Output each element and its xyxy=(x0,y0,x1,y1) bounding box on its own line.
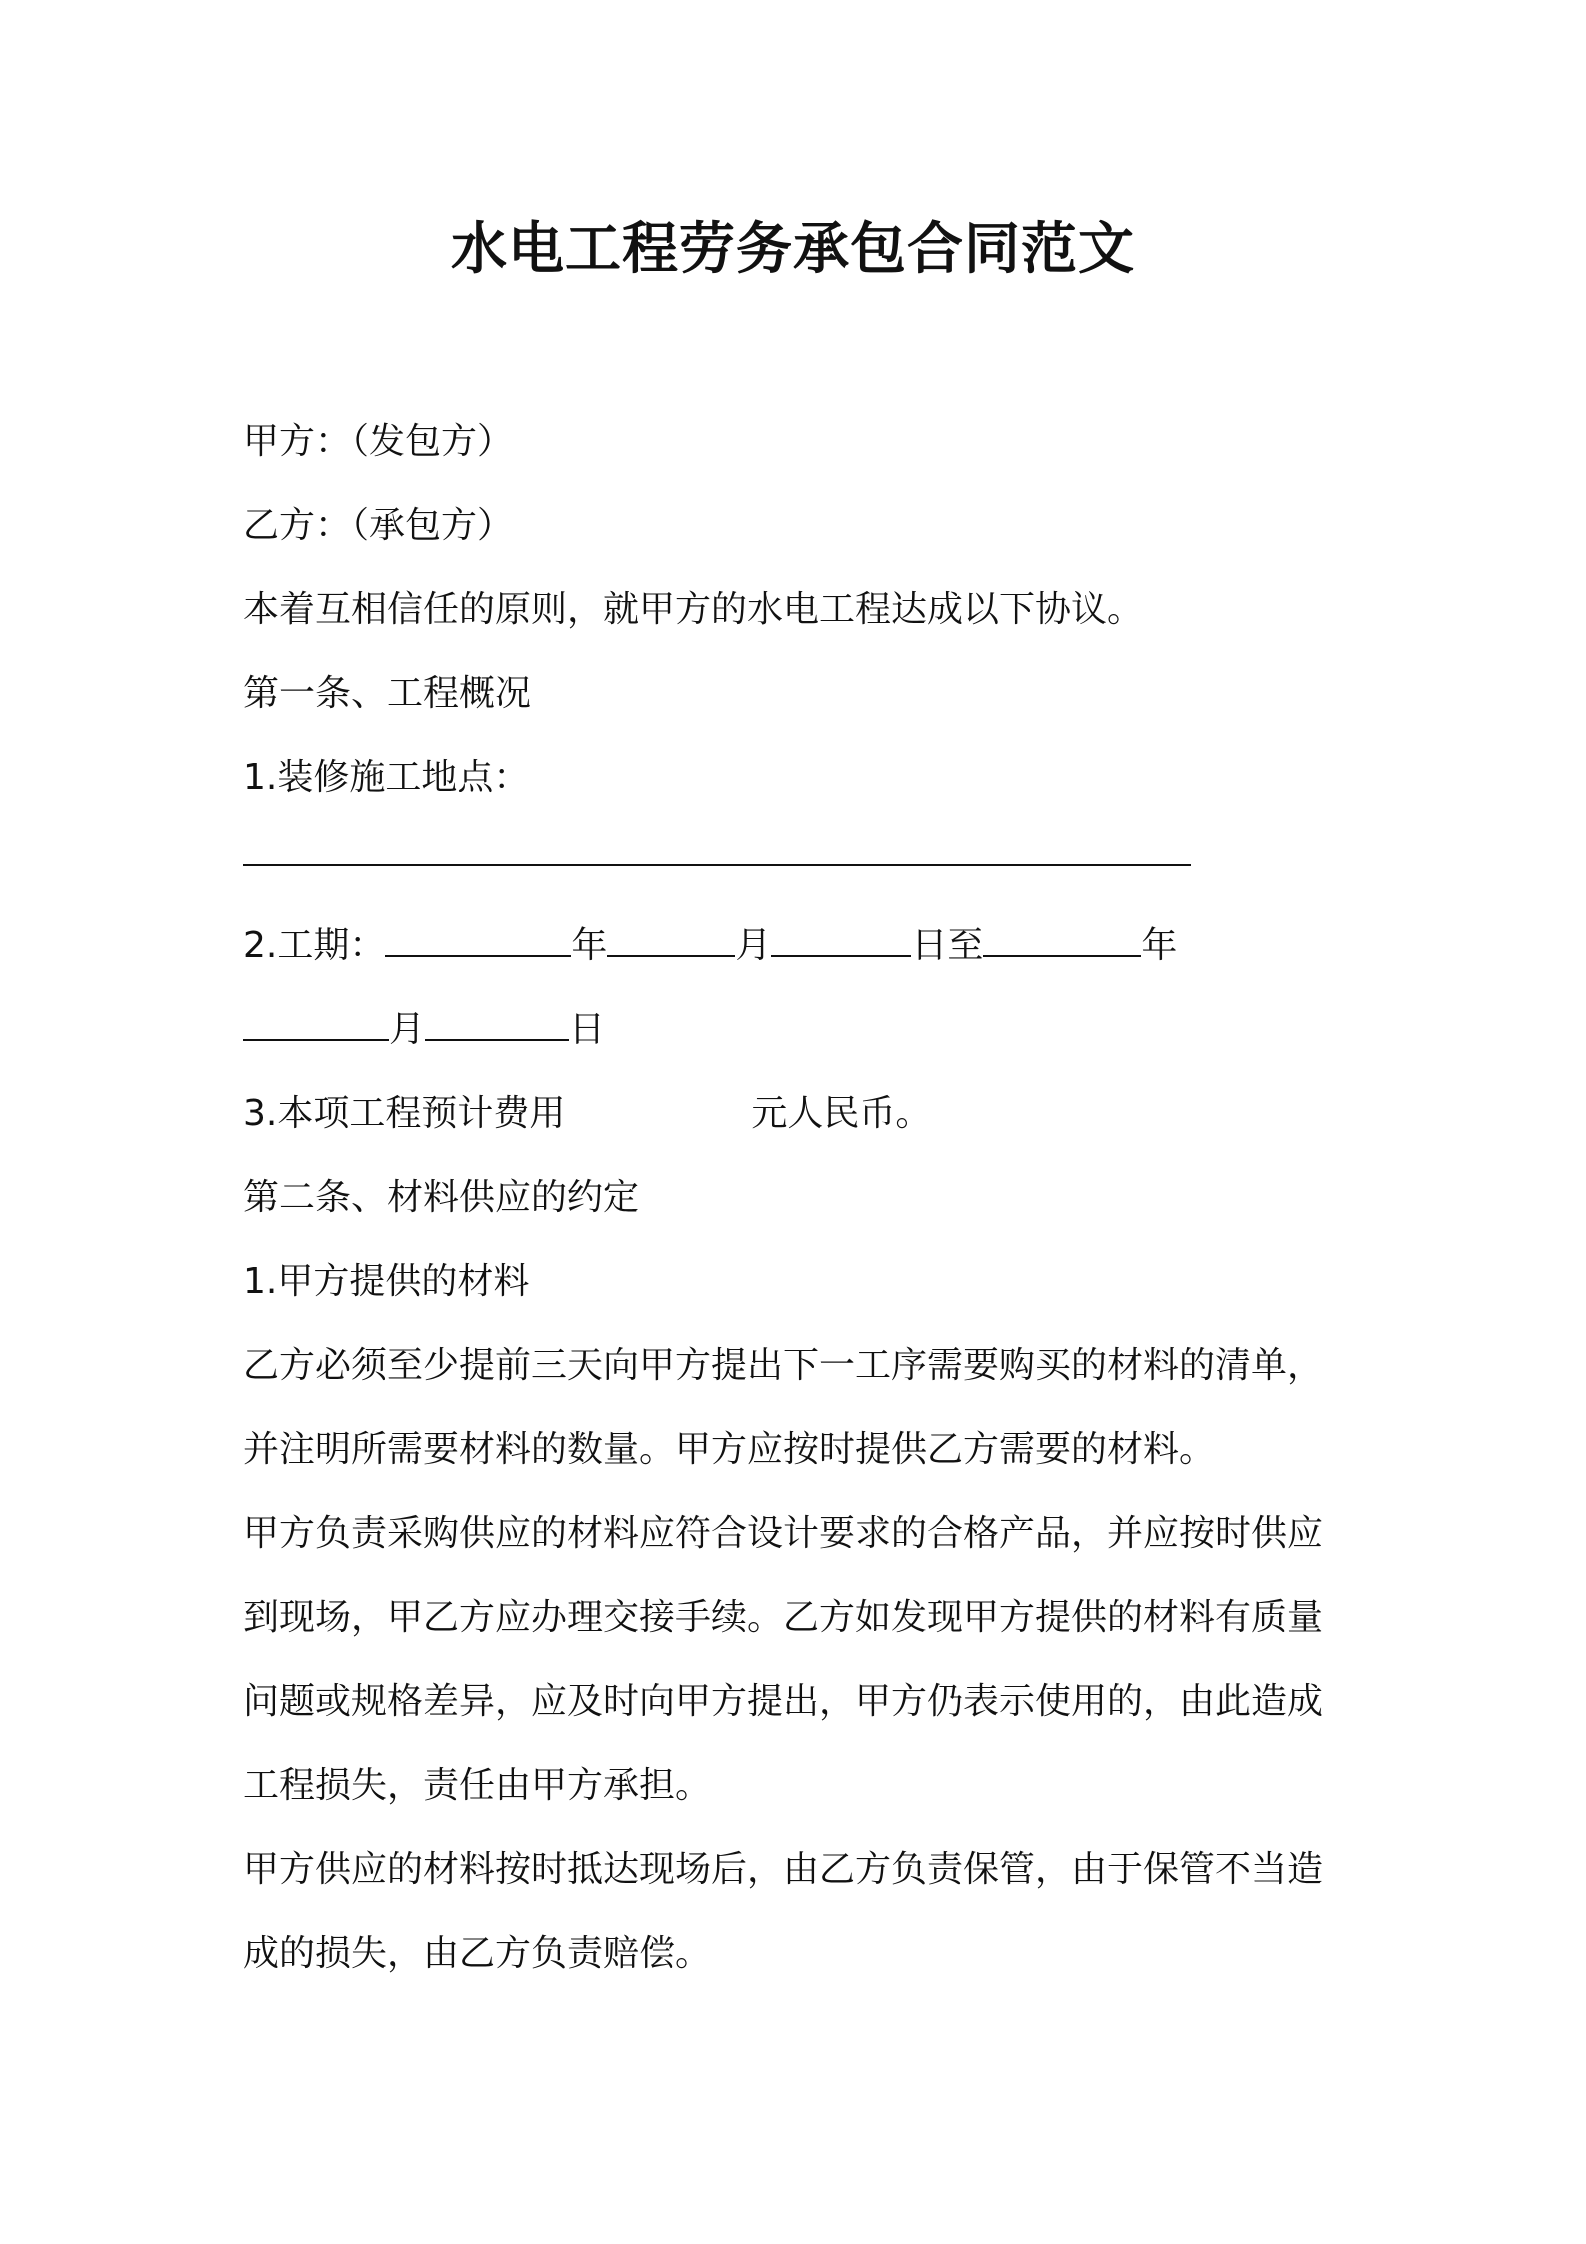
paragraph2-line1: 甲方负责采购供应的材料应符合设计要求的合格产品，并应按时供应 xyxy=(243,1513,1324,1554)
end-month-blank[interactable] xyxy=(243,1009,389,1041)
start-month-blank[interactable] xyxy=(607,925,735,957)
end-year-label: 年 xyxy=(1141,925,1178,966)
start-year-blank[interactable] xyxy=(385,925,571,957)
paragraph2-line3: 问题或规格差异，应及时向甲方提出，甲方仍表示使用的，由此造成 xyxy=(243,1681,1324,1722)
article2-heading: 第二条、材料供应的约定 xyxy=(243,1177,640,1218)
site-location-label: 1.装修施工地点： xyxy=(243,757,530,798)
article1-heading: 第一条、工程概况 xyxy=(243,673,532,714)
end-day-label: 日 xyxy=(569,1009,606,1050)
start-month-label: 月 xyxy=(735,925,772,966)
estimated-cost-label: 3.本项工程预计费用 xyxy=(243,1093,566,1134)
end-month-label: 月 xyxy=(389,1009,426,1050)
duration-line xyxy=(243,904,1363,988)
start-day-blank[interactable] xyxy=(771,925,911,957)
site-location-blank[interactable] xyxy=(243,820,1363,904)
document-title: 水电工程劳务承包合同范文 xyxy=(451,217,1135,282)
paragraph1-line2: 并注明所需要材料的数量。甲方应按时提供乙方需要的材料。 xyxy=(243,1429,1216,1470)
intro-line: 本着互相信任的原则，就甲方的水电工程达成以下协议。 xyxy=(243,589,1144,630)
document-body xyxy=(243,400,1363,1996)
paragraph3-line1: 甲方供应的材料按时抵达现场后，由乙方负责保管，由于保管不当造 xyxy=(243,1849,1324,1890)
party-a-materials-label: 1.甲方提供的材料 xyxy=(243,1261,530,1302)
estimated-cost-suffix: 元人民币。 xyxy=(751,1093,932,1134)
duration-end-line xyxy=(243,988,1363,1072)
paragraph2-line4: 工程损失，责任由甲方承担。 xyxy=(243,1765,712,1806)
party-b-line: 乙方：（承包方） xyxy=(243,505,514,546)
paragraph2-line2: 到现场，甲乙方应办理交接手续。乙方如发现甲方提供的材料有质量 xyxy=(243,1597,1324,1638)
duration-label: 2.工期： xyxy=(243,925,386,966)
paragraph3-line2: 成的损失，由乙方负责赔偿。 xyxy=(243,1933,712,1974)
end-year-blank[interactable] xyxy=(983,925,1141,957)
site-location-underline xyxy=(243,864,1191,866)
party-a-line: 甲方：（发包方） xyxy=(243,421,514,462)
estimated-cost-line xyxy=(243,1072,1363,1156)
start-year-label: 年 xyxy=(571,925,608,966)
start-day-label: 日至 xyxy=(911,925,984,966)
end-day-blank[interactable] xyxy=(425,1009,569,1041)
paragraph1-line1: 乙方必须至少提前三天向甲方提出下一工序需要购买的材料的清单， xyxy=(243,1345,1324,1386)
